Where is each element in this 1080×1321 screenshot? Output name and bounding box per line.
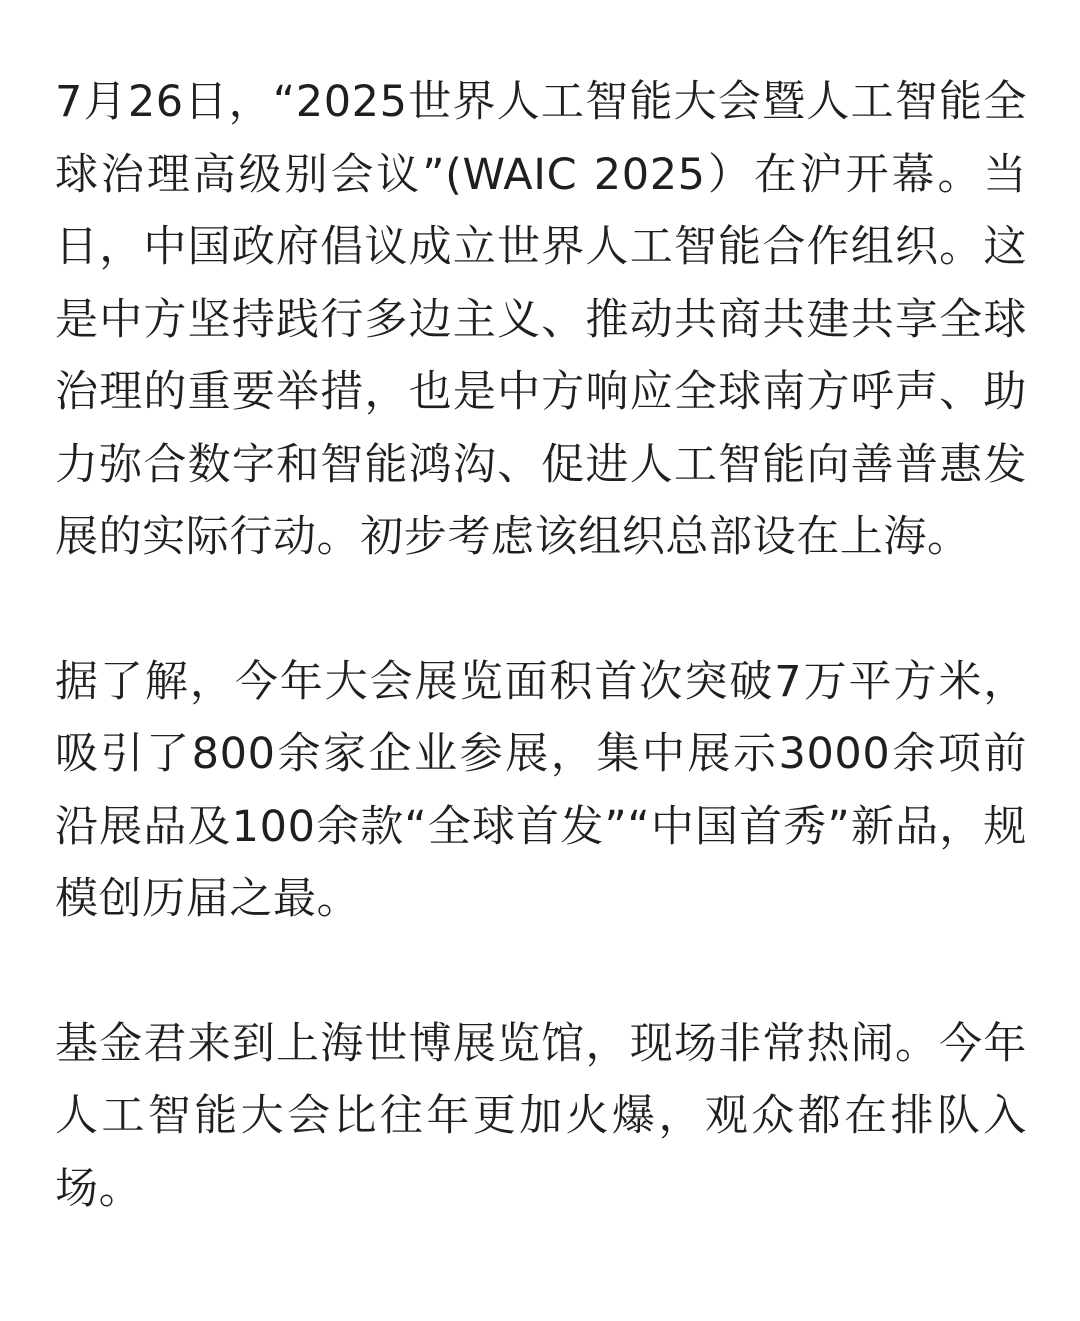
paragraph-waic-opening: 7月26日，“2025世界人工智能大会暨人工智能全球治理高级别会议”(WAIC 2025）在沪开幕。当日，中国政府倡议成立世界人工智能合作组织。这是中方坚持践行多边主义、推动共商共建共享全球治理的重要举措，也是中方响应全球南方呼声、助力弥合数字和智能鸿沟、促进人工智能向善普惠发展的实际行动。初步考虑该组织总部设在上海。 [55, 77, 1027, 562]
paragraph-exhibition-scale: 据了解，今年大会展览面积首次突破7万平方米，吸引了800余家企业参展，集中展示3000余项前沿展品及100余款“全球首发”“中国首秀”新品，规模创历届之最。 [55, 656, 1027, 924]
paragraph-expo-scene: 基金君来到上海世博展览馆，现场非常热闹。今年人工智能大会比往年更加火爆，观众都在排队入场。 [55, 1018, 1027, 1214]
article-body [55, 66, 1027, 1225]
